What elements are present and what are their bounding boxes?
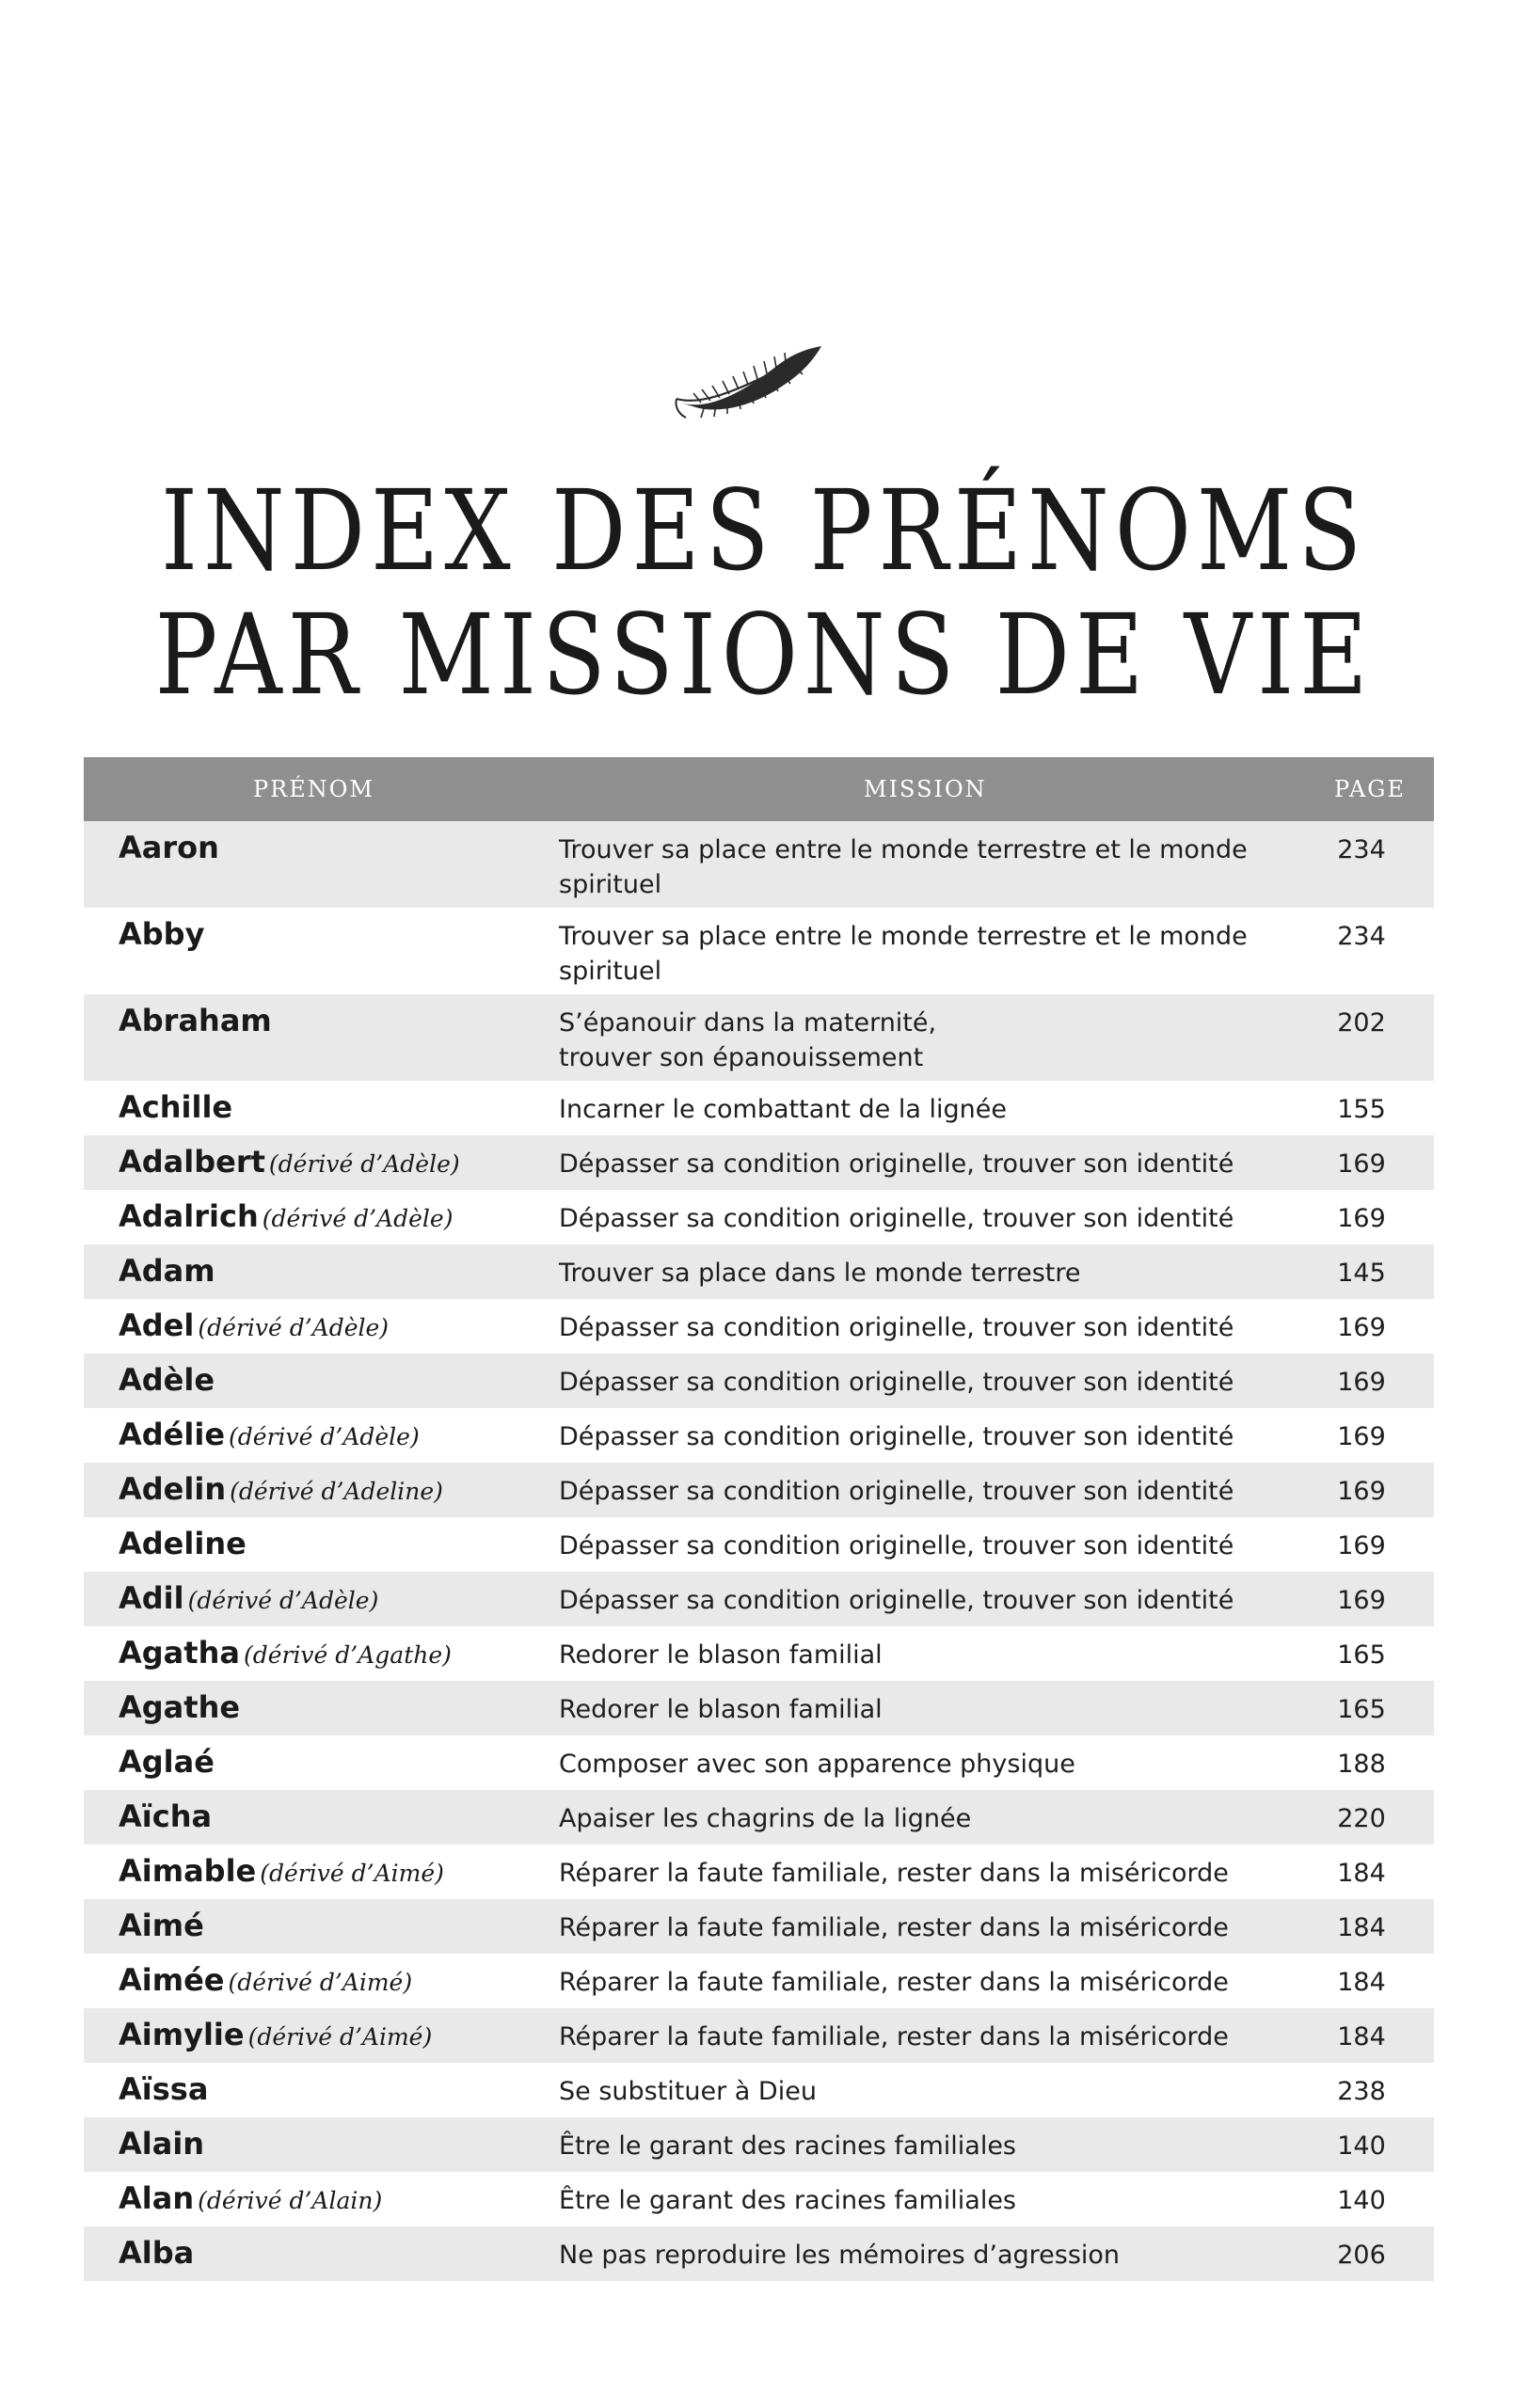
first-name: Adalbert: [119, 1144, 265, 1180]
page-cell: 202: [1337, 1008, 1386, 1038]
name-variant: (dérivé d’Adèle): [187, 1587, 379, 1614]
page-cell: 140: [1337, 2186, 1386, 2215]
page-cell: 184: [1337, 1859, 1386, 1888]
first-name: Adèle: [119, 1362, 215, 1398]
page-cell: 140: [1337, 2131, 1386, 2161]
page-cell: 165: [1337, 1695, 1386, 1724]
page-cell: 238: [1337, 2077, 1386, 2106]
table-header: [84, 757, 1434, 821]
mission-cell: Redorer le blason familial: [559, 1695, 883, 1724]
first-name: Aglaé: [119, 1744, 215, 1780]
mission-cell: Apaiser les chagrins de la lignée: [559, 1804, 972, 1833]
table-row: [84, 2008, 1434, 2063]
mission-cell: Dépasser sa condition originelle, trouver son identité: [559, 1204, 1234, 1233]
name-cell: [119, 1798, 212, 1835]
mission-cell: Dépasser sa condition originelle, trouver son identité: [559, 1422, 1234, 1451]
mission-cell: Redorer le blason familial: [559, 1640, 883, 1670]
first-name: Agatha: [119, 1635, 240, 1671]
name-variant: (dérivé d’Adèle): [262, 1205, 454, 1232]
page-cell: 169: [1337, 1313, 1386, 1342]
first-name: Aaron: [119, 830, 219, 865]
table-row: [84, 2117, 1434, 2172]
table-row: [84, 1190, 1434, 1244]
first-name: Achille: [119, 1089, 233, 1125]
table-row: [84, 908, 1434, 994]
table-row: [84, 1899, 1434, 1954]
name-cell: [119, 1688, 240, 1726]
page-cell: 184: [1337, 2022, 1386, 2052]
table-row: [84, 994, 1434, 1081]
table-row: [84, 1408, 1434, 1463]
page-cell: 169: [1337, 1368, 1386, 1397]
name-variant: (dérivé d’Aimé): [247, 2023, 433, 2051]
mission-cell: Dépasser sa condition originelle, trouver son identité: [559, 1477, 1234, 1506]
table-row: [84, 2063, 1434, 2117]
column-header-mission: MISSION: [864, 776, 987, 802]
name-cell: [119, 2125, 204, 2162]
page-cell: 188: [1337, 1750, 1386, 1779]
first-name: Aimylie: [119, 2017, 245, 2052]
first-name: Aimé: [119, 1908, 204, 1943]
table-body: [84, 821, 1434, 2281]
name-cell: [119, 1743, 215, 1781]
name-variant: (dérivé d’Agathe): [243, 1641, 452, 1669]
table-row: [84, 1845, 1434, 1899]
table-row: [84, 1517, 1434, 1572]
first-name: Aimable: [119, 1853, 257, 1889]
table-row: [84, 1081, 1434, 1135]
page-cell: 234: [1337, 835, 1386, 864]
names-index-table: [84, 757, 1434, 2281]
table-row: [84, 1572, 1434, 1626]
name-variant: (dérivé d’Aimé): [228, 1969, 413, 1996]
mission-cell: Trouver sa place dans le monde terrestre: [559, 1259, 1081, 1288]
table-row: [84, 1135, 1434, 1190]
table-row: [84, 1244, 1434, 1299]
name-cell: [119, 2016, 432, 2056]
mission-cell: Réparer la faute familiale, rester dans la miséricorde: [559, 2022, 1229, 2052]
mission-cell: Composer avec son apparence physique: [559, 1750, 1075, 1779]
name-cell: [119, 1252, 215, 1290]
mission-cell: Dépasser sa condition originelle, trouver son identité: [559, 1313, 1234, 1342]
page-cell: 145: [1337, 1259, 1386, 1288]
table-row: [84, 1463, 1434, 1517]
mission-cell: Être le garant des racines familiales: [559, 2186, 1016, 2215]
name-cell: [119, 1961, 412, 2002]
name-cell: [119, 829, 219, 866]
name-cell: [119, 915, 204, 953]
page-cell: 169: [1337, 1531, 1386, 1560]
table-row: [84, 1626, 1434, 1681]
mission-cell: Incarner le combattant de la lignée: [559, 1095, 1007, 1124]
page-cell: 155: [1337, 1095, 1386, 1124]
mission-cell: Dépasser sa condition originelle, trouver son identité: [559, 1149, 1234, 1179]
page-cell: 169: [1337, 1422, 1386, 1451]
first-name: Adelin: [119, 1471, 227, 1507]
first-name: Agathe: [119, 1689, 241, 1725]
page-cell: 220: [1337, 1804, 1386, 1833]
first-name: Aïssa: [119, 2071, 209, 2107]
table-row: [84, 2226, 1434, 2281]
mission-cell: Réparer la faute familiale, rester dans la miséricorde: [559, 1859, 1229, 1888]
name-variant: (dérivé d’Adèle): [229, 1423, 420, 1450]
name-cell: [119, 1088, 232, 1126]
first-name: Alba: [119, 2235, 195, 2271]
name-cell: [119, 2234, 194, 2272]
name-cell: [119, 1002, 272, 1039]
name-variant: (dérivé d’Alain): [198, 2187, 383, 2214]
name-cell: [119, 1416, 420, 1456]
page-cell: 234: [1337, 922, 1386, 951]
page-cell: 169: [1337, 1204, 1386, 1233]
name-cell: [119, 1361, 215, 1399]
table-row: [84, 1790, 1434, 1845]
mission-cell: Dépasser sa condition originelle, trouver son identité: [559, 1531, 1234, 1560]
table-row: [84, 1299, 1434, 1354]
first-name: Abby: [119, 916, 205, 952]
mission-cell: S’épanouir dans la maternité, trouver son épanouissement: [559, 1008, 937, 1072]
first-name: Aimée: [119, 1962, 225, 1998]
mission-cell: Réparer la faute familiale, rester dans la miséricorde: [559, 1913, 1229, 1942]
first-name: Adeline: [119, 1526, 247, 1561]
first-name: Adélie: [119, 1417, 226, 1452]
table-row: [84, 1954, 1434, 2008]
first-name: Alan: [119, 2180, 195, 2216]
page-cell: 169: [1337, 1586, 1386, 1615]
name-cell: [119, 1143, 460, 1183]
first-name: Adil: [119, 1580, 184, 1616]
first-name: Adam: [119, 1253, 215, 1289]
name-cell: [119, 2070, 208, 2108]
page-title-line-1: INDEX DES PRÉNOMS: [160, 466, 1368, 595]
mission-cell: Dépasser sa condition originelle, trouver son identité: [559, 1368, 1234, 1397]
page-cell: 184: [1337, 1968, 1386, 1997]
column-header-page: PAGE: [1334, 776, 1406, 802]
mission-cell: Réparer la faute familiale, rester dans la miséricorde: [559, 1968, 1229, 1997]
page-cell: 169: [1337, 1149, 1386, 1179]
name-cell: [119, 1852, 444, 1893]
first-name: Alain: [119, 2126, 205, 2162]
table-row: [84, 1681, 1434, 1735]
mission-cell: Trouver sa place entre le monde terrestre et le monde spirituel: [559, 835, 1248, 899]
name-cell: [119, 1525, 247, 1562]
table-row: [84, 1735, 1434, 1790]
page-cell: 184: [1337, 1913, 1386, 1942]
page-title-line-2: PAR MISSIONS DE VIE: [154, 590, 1374, 720]
page-cell: 169: [1337, 1477, 1386, 1506]
mission-cell: Trouver sa place entre le monde terrestre et le monde spirituel: [559, 922, 1248, 986]
table-row: [84, 821, 1434, 908]
first-name: Adalrich: [119, 1198, 259, 1234]
name-cell: [119, 1197, 453, 1238]
name-cell: [119, 1307, 389, 1347]
name-variant: (dérivé d’Adèle): [268, 1150, 460, 1178]
mission-cell: Se substituer à Dieu: [559, 2077, 817, 2106]
name-cell: [119, 1907, 204, 1944]
feather-icon: [673, 346, 833, 431]
first-name: Abraham: [119, 1003, 272, 1038]
mission-cell: Ne pas reproduire les mémoires d’agression: [559, 2241, 1121, 2270]
name-variant: (dérivé d’Adeline): [230, 1478, 443, 1505]
name-cell: [119, 1634, 452, 1674]
name-cell: [119, 2179, 382, 2220]
name-cell: [119, 1470, 443, 1511]
page-cell: 206: [1337, 2241, 1386, 2270]
mission-cell: Être le garant des racines familiales: [559, 2131, 1016, 2161]
mission-cell: Dépasser sa condition originelle, trouver son identité: [559, 1586, 1234, 1615]
page-cell: 165: [1337, 1640, 1386, 1670]
table-row: [84, 2172, 1434, 2226]
name-variant: (dérivé d’Adèle): [198, 1314, 390, 1341]
column-header-name: PRÉNOM: [253, 776, 374, 802]
table-row: [84, 1354, 1434, 1408]
name-variant: (dérivé d’Aimé): [260, 1860, 444, 1887]
first-name: Aïcha: [119, 1798, 213, 1834]
first-name: Adel: [119, 1307, 195, 1343]
name-cell: [119, 1579, 378, 1620]
